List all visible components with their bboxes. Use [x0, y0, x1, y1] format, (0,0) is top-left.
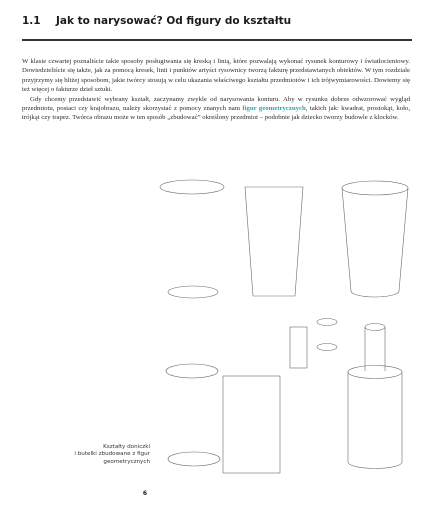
caption-line-3: geometrycznych: [103, 458, 150, 465]
bottle-neck-ellipse-bottom: [317, 344, 337, 351]
pot-bottom-ellipse: [168, 286, 218, 298]
paragraph-2-start: Gdy chcemy przedstawić wybrany kształt, zaczynamy zwykle od narysowania konturu. Aby w rysunku dobrze odwzorować wygląd przedmiotu, postaci czy krajobrazu, należy skorzystać z pomocy znanych nam: [22, 95, 410, 113]
assembled-flowerpot: [342, 181, 408, 297]
bottle-neck-rect: [290, 327, 307, 368]
bottle-body-ellipse-bottom: [168, 452, 220, 466]
assembled-bottle: [348, 324, 402, 469]
section-title: Jak to narysować? Od figury do kształtu: [56, 15, 292, 27]
paragraph-2-end: , takich jak: kwadrat, prostokąt, koło, trójkąt czy trapez. Twórca obrazu może w ten sposób „zbudować” określony przedmiot – podobnie jak dziecko tworzy budowle z klocków.: [22, 105, 411, 122]
pot-top-ellipse: [160, 180, 224, 194]
paragraph-1: W klasie czwartej poznaliście takie sposoby posługiwania się kreską i linią, które pozwalają wykonać rysunek konturowy i światłocieniowy. Dowiedzieliście się także, jak za pomocą kresek, linii i punktów artyści rysownicy tworzą fakturę przedstawianych obiektów. W tym rozdziale przyjrzymy się bliżej sposobom, jakie twórcy stosują w celu ukazania właściwego kształtu przedmiotów i ich trójwymiarowości. Dowiemy się też więcej o fakturze dzieł sztuki.: [22, 58, 410, 94]
bottle-body-ellipse-top: [166, 364, 218, 378]
figure-caption: [40, 444, 150, 466]
section-number: 1.1: [22, 15, 41, 27]
pot-trapezoid: [245, 187, 303, 296]
caption-line-2: i butelki zbudowane z figur: [74, 451, 150, 458]
bottle-body-rect: [223, 376, 280, 473]
bottle-neck-ellipse-top: [317, 319, 337, 326]
caption-line-1: Kształty doniczki: [103, 444, 150, 450]
page-number: 6: [142, 490, 148, 497]
term-geometric-figures: figur geometrycznych: [242, 105, 306, 113]
